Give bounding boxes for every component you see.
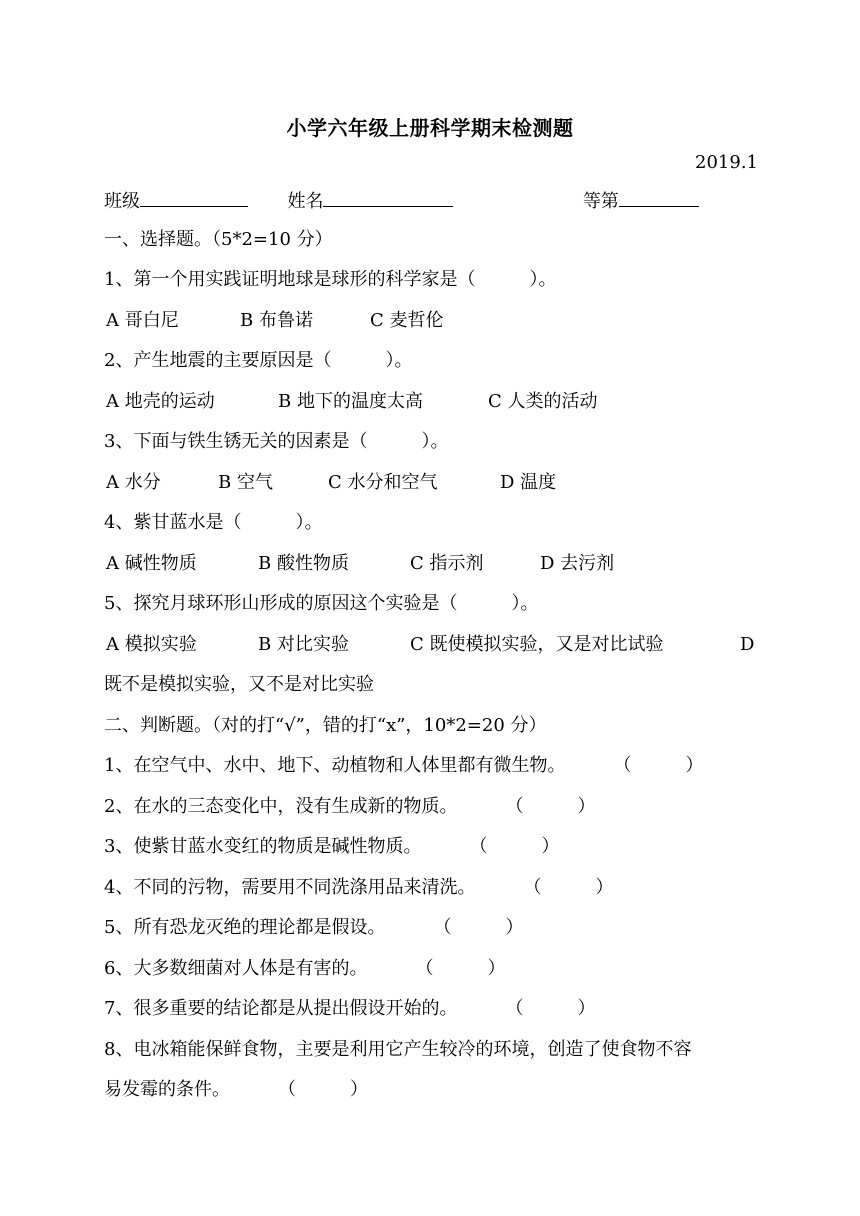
q5-text: 5、探究月球环形山形成的原因这个实验是（ ）。 xyxy=(104,593,539,614)
judge-item-6-text: 6、大多数细菌对人体是有害的。 xyxy=(104,958,368,979)
q5-continuation: 既不是模拟实验，又不是对比实验 xyxy=(104,674,374,695)
judge-item-4-text: 4、不同的污物，需要用不同洗涤用品来清洗。 xyxy=(104,877,476,898)
q4-option-c: C 指示剂 xyxy=(410,553,484,574)
exam-date: 2019.1 xyxy=(695,152,758,173)
q2-option-c: C 人类的活动 xyxy=(488,391,598,412)
q1-option-c: C 麦哲伦 xyxy=(370,310,444,331)
q4-option-a: A 碱性物质 xyxy=(106,553,197,574)
student-info-row xyxy=(104,188,699,214)
q4-option-d: D 去污剂 xyxy=(540,553,615,574)
q5-options xyxy=(106,633,754,657)
name-label: 姓名 xyxy=(287,191,324,212)
judge-item-2 xyxy=(104,795,595,819)
judge-item-3-paren: （ ） xyxy=(469,836,560,857)
judge-item-8-paren: （ ） xyxy=(278,1079,368,1100)
judge-item-6 xyxy=(104,957,505,981)
class-blank xyxy=(140,188,248,207)
section2-heading: 二、判断题。（对的打“√”，错的打“x”，10*2=20 分） xyxy=(104,715,547,736)
q3-options xyxy=(106,471,556,495)
q5-option-d: D xyxy=(740,634,755,655)
judge-item-5 xyxy=(104,916,523,940)
judge-item-5-paren: （ ） xyxy=(433,917,524,938)
q4-options xyxy=(106,552,614,576)
q2-options xyxy=(106,390,598,414)
q2-text: 2、产生地震的主要原因是（ ）。 xyxy=(104,350,413,371)
q4-option-b: B 酸性物质 xyxy=(258,553,349,574)
judge-item-3 xyxy=(104,835,559,859)
grade-label: 等第 xyxy=(582,191,619,212)
q3-option-a: A 水分 xyxy=(106,472,161,493)
q2-option-a: A 地壳的运动 xyxy=(106,391,215,412)
q2-option-b: B 地下的温度太高 xyxy=(278,391,423,412)
judge-item-8: 8、电冰箱能保鲜食物，主要是利用它产生较冷的环境，创造了使食物不容 xyxy=(104,1039,692,1060)
q3-text: 3、下面与铁生锈无关的因素是（ ）。 xyxy=(104,431,449,452)
judge-item-7-paren: （ ） xyxy=(505,998,596,1019)
judge-item-7 xyxy=(104,997,595,1021)
q1-options xyxy=(106,309,444,333)
q3-option-c: C 水分和空气 xyxy=(328,472,438,493)
judge-item-4-paren: （ ） xyxy=(523,877,614,898)
page-title: 小学六年级上册科学期末检测题 xyxy=(286,116,574,140)
q3-option-b: B 空气 xyxy=(218,472,273,493)
section1-heading: 一、选择题。（5*2=10 分） xyxy=(104,229,333,250)
judge-item-8-continuation-text: 易发霉的条件。 xyxy=(104,1079,230,1100)
judge-item-1-paren: （ ） xyxy=(613,755,704,776)
judge-item-6-paren: （ ） xyxy=(415,958,506,979)
q1-option-a: A 哥白尼 xyxy=(106,310,179,331)
q5-option-b: B 对比实验 xyxy=(258,634,349,655)
judge-item-5-text: 5、所有恐龙灭绝的理论都是假设。 xyxy=(104,917,386,938)
judge-item-3-text: 3、使紫甘蓝水变红的物质是碱性物质。 xyxy=(104,836,422,857)
q3-option-d: D 温度 xyxy=(500,472,557,493)
grade-blank xyxy=(619,188,699,207)
q1-option-b: B 布鲁诺 xyxy=(240,310,313,331)
q5-option-a: A 模拟实验 xyxy=(106,634,197,655)
judge-item-7-text: 7、很多重要的结论都是从提出假设开始的。 xyxy=(104,998,458,1019)
judge-item-1-text: 1、在空气中、水中、地下、动植物和人体里都有微生物。 xyxy=(104,755,566,776)
judge-item-8-continuation xyxy=(104,1078,368,1102)
judge-item-2-paren: （ ） xyxy=(505,796,596,817)
class-label: 班级 xyxy=(104,191,140,212)
q1-text: 1、第一个用实践证明地球是球形的科学家是（ ）。 xyxy=(104,269,557,290)
q4-text: 4、紫甘蓝水是（ ）。 xyxy=(104,512,323,533)
q5-option-c: C 既使模拟实验，又是对比试验 xyxy=(410,634,664,655)
name-blank xyxy=(323,188,453,207)
judge-item-4 xyxy=(104,876,613,900)
judge-item-2-text: 2、在水的三态变化中，没有生成新的物质。 xyxy=(104,796,458,817)
judge-item-1 xyxy=(104,754,703,778)
